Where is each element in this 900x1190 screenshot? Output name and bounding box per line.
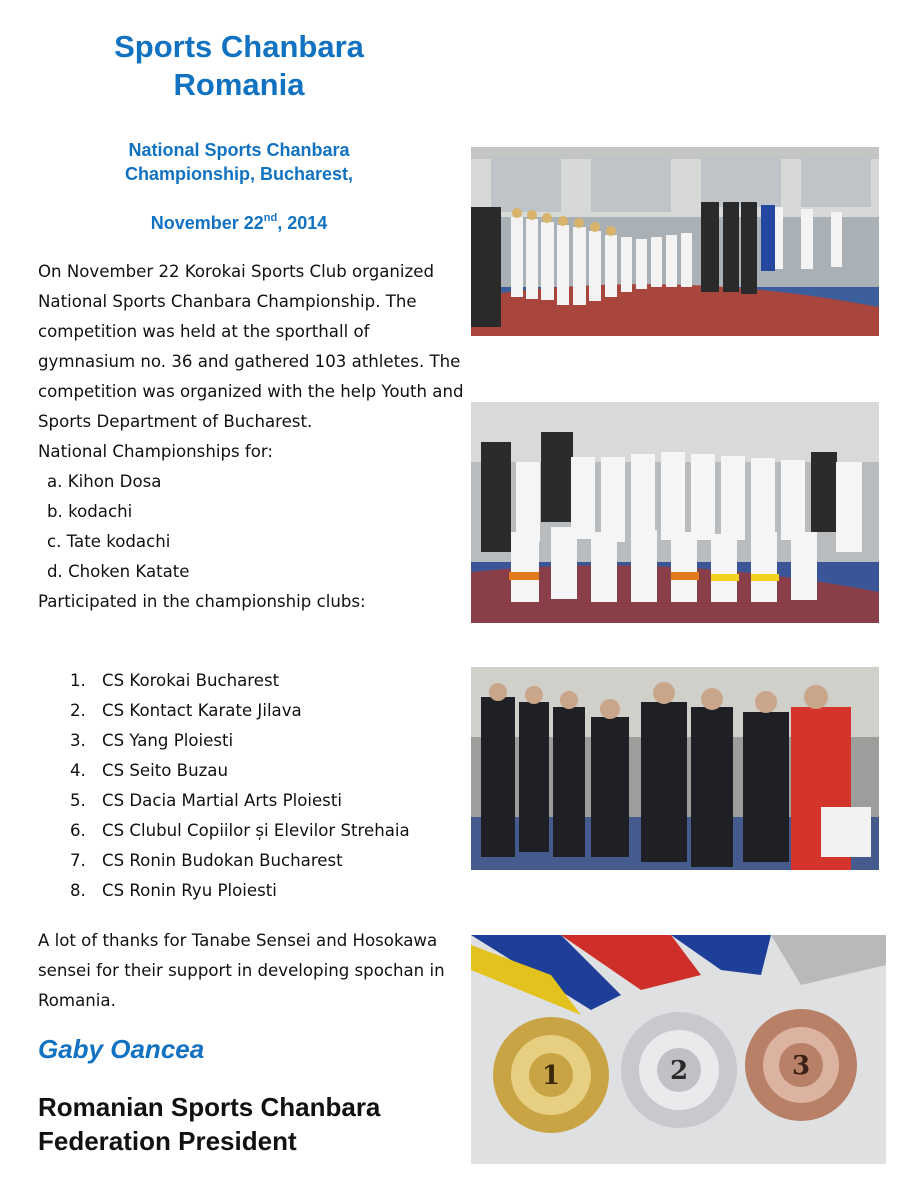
club-number: 6.	[70, 821, 86, 840]
club-name: CS Kontact Karate Jilava	[102, 701, 302, 720]
role-line-2: Federation President	[38, 1126, 297, 1156]
medal-silver	[621, 1012, 737, 1128]
intro-section	[38, 257, 468, 617]
list-item: b. kodachi	[47, 502, 133, 521]
club-number: 5.	[70, 791, 86, 810]
list-item: a. Kihon Dosa	[47, 472, 162, 491]
club-name: CS Seito Buzau	[102, 761, 228, 780]
club-name: CS Clubul Copiilor și Elevilor Strehaia	[102, 821, 410, 840]
medal-2-label: 2	[669, 1056, 689, 1086]
medal-3-label: 3	[791, 1051, 811, 1081]
clubs-heading: Participated in the championship clubs:	[38, 592, 366, 611]
author-role	[38, 1090, 458, 1158]
list-item	[70, 726, 410, 756]
event-date	[38, 210, 440, 236]
club-name: CS Ronin Ryu Ploiesti	[102, 881, 277, 900]
club-name: CS Yang Ploiesti	[102, 731, 234, 750]
photo-winners-group	[471, 402, 879, 623]
title-line-1: Sports Chanbara	[114, 29, 364, 64]
event-subtitle	[38, 138, 440, 186]
medal-1-label: 1	[541, 1061, 561, 1091]
subtitle-line-1: National Sports Chanbara	[128, 140, 350, 160]
club-name: CS Dacia Martial Arts Ploiesti	[102, 791, 342, 810]
club-number: 4.	[70, 761, 86, 780]
club-number: 8.	[70, 881, 86, 900]
subtitle-line-2: Championship, Bucharest,	[124, 164, 354, 184]
page-title	[38, 28, 440, 104]
list-item: c. Tate kodachi	[47, 532, 171, 551]
intro-paragraph: On November 22 Korokai Sports Club organized National Sports Chanbara Championship. The competition was held at the sporthall of gymnasium no. 36 and gathered 103 athletes. The competition was organized with the help Youth and Sports Department of Bucharest.	[38, 262, 464, 431]
list-item	[70, 756, 410, 786]
club-name: CS Ronin Budokan Bucharest	[102, 851, 343, 870]
date-prefix: November 22	[150, 213, 264, 233]
photo-officials	[471, 667, 879, 870]
club-number: 2.	[70, 701, 86, 720]
photo-athletes-lineup	[471, 147, 879, 336]
title-line-2: Romania	[173, 67, 305, 102]
medal-gold	[493, 1017, 609, 1133]
club-name: CS Korokai Bucharest	[102, 671, 280, 690]
medal-bronze	[745, 1009, 857, 1121]
list-item	[70, 696, 410, 726]
photo-medals	[471, 935, 886, 1164]
championships-list	[38, 467, 468, 587]
date-ordinal: nd	[263, 212, 278, 224]
date-suffix: , 2014	[277, 213, 328, 233]
club-number: 3.	[70, 731, 86, 750]
championships-heading: National Championships for:	[38, 442, 274, 461]
clubs-list	[70, 666, 410, 906]
role-line-1: Romanian Sports Chanbara	[38, 1092, 381, 1122]
list-item: d. Choken Katate	[47, 562, 190, 581]
club-number: 7.	[70, 851, 86, 870]
club-number: 1.	[70, 671, 86, 690]
list-item	[70, 846, 410, 876]
list-item	[70, 786, 410, 816]
thanks-paragraph: A lot of thanks for Tanabe Sensei and Hosokawa sensei for their support in developing spochan in Romania.	[38, 931, 445, 1010]
list-item	[70, 666, 410, 696]
author-name: Gaby Oancea	[38, 1034, 205, 1064]
list-item	[70, 816, 410, 846]
list-item	[70, 876, 410, 906]
